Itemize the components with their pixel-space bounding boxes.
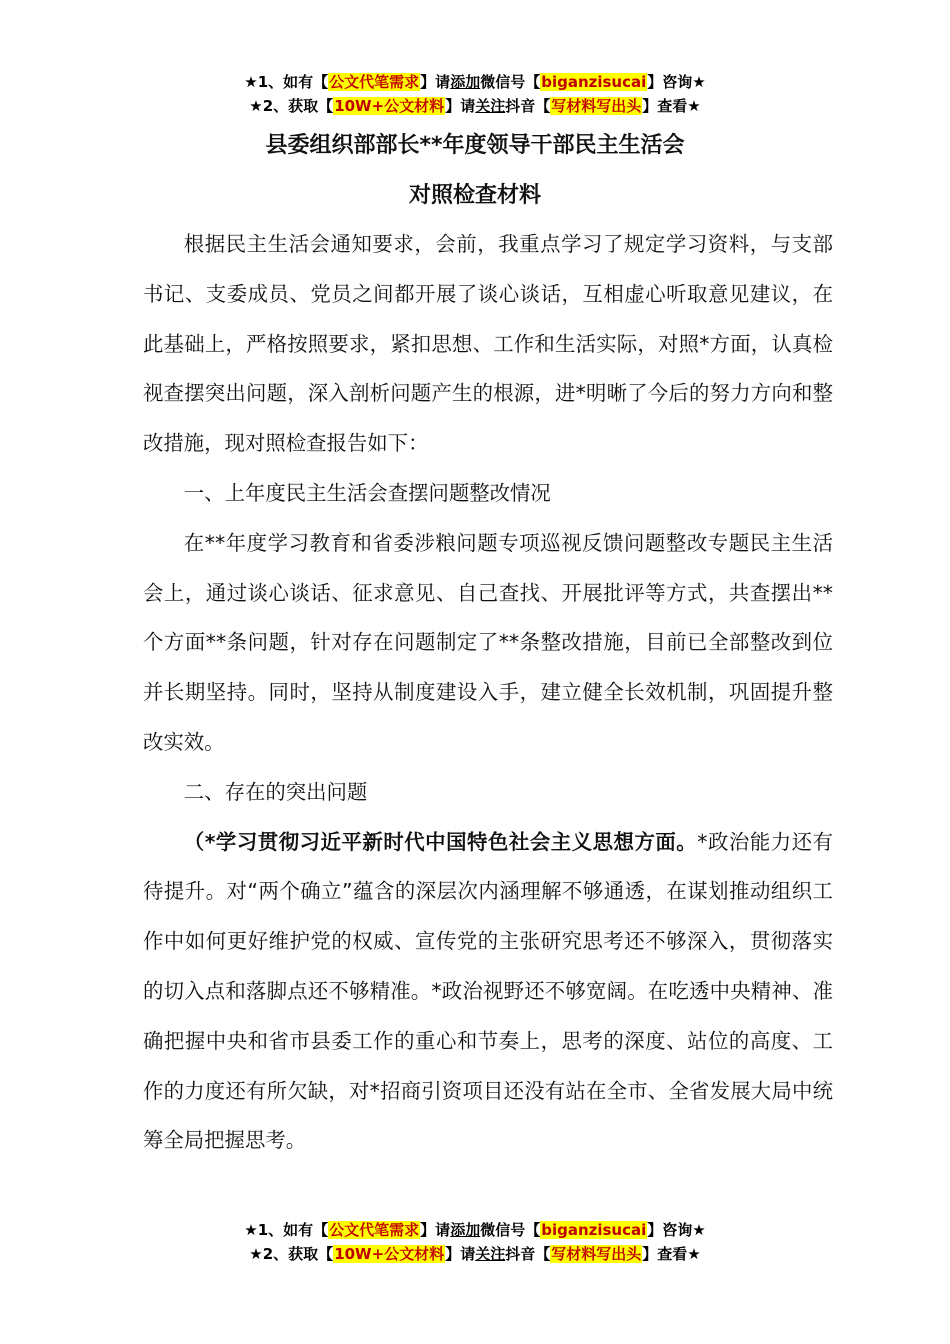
highlight-text: 10W+公文材料 <box>334 1245 445 1263</box>
highlight-text: 10W+公文材料 <box>334 97 445 115</box>
paragraph-intro: 根据民主生活会通知要求，会前，我重点学习了规定学习资料，与支部书记、支委成员、党员之间都开展了谈心谈话，互相虚心听取意见建议，在此基础上，严格按照要求，紧扣思想、工作和生活实际，对照*方面，认真检视查摆突出问题，深入剖析问题产生的根源，进*明晰了今后的努力方向和整改措施，现对照检查报告如下： <box>143 232 833 456</box>
highlight-text: 公文代笔需求 <box>329 1221 420 1239</box>
header-notice <box>0 70 950 118</box>
douyin-id: 写材料写出头 <box>551 1245 642 1263</box>
document-body <box>143 220 833 1166</box>
wechat-id: biganzisucai <box>541 73 647 91</box>
highlight-text: 公文代笔需求 <box>329 73 420 91</box>
subsection-heading: （*学习贯彻习近平新时代中国特色社会主义思想方面。 <box>183 829 698 854</box>
paragraph-rectification: 在**年度学习教育和省委涉粮问题专项巡视反馈问题整改专题民主生活会上，通过谈心谈话、征求意见、自己查找、开展批评等方式，共查摆出**个方面**条问题，针对存在问题制定了**条整改措施，目前已全部整改到位并长期坚持。同时，坚持从制度建设入手，建立健全长效机制，巩固提升整改实效。 <box>143 530 833 754</box>
section-heading-1: 一、上年度民主生活会查摆问题整改情况 <box>183 480 551 505</box>
document-subtitle: 对照检查材料 <box>408 183 541 208</box>
document-title: 县委组织部部长**年度领导干部民主生活会 <box>265 133 685 158</box>
notice-line-2: ★2、获取【10W+公文材料】请关注抖音【写材料写出头】查看★ <box>249 1245 701 1263</box>
notice-line-2: ★2、获取【10W+公文材料】请关注抖音【写材料写出头】查看★ <box>249 97 701 115</box>
wechat-id: biganzisucai <box>541 1221 647 1239</box>
douyin-id: 写材料写出头 <box>551 97 642 115</box>
paragraph-problems: （*学习贯彻习近平新时代中国特色社会主义思想方面。*政治能力还有待提升。对“两个确立”蕴含的深层次内涵理解不够通透，在谋划推动组织工作中如何更好维护党的权威、宣传党的主张研究思考还不够深入，贯彻落实的切入点和落脚点还不够精准。*政治视野还不够宽阔。在吃透中央精神、准确把握中央和省市县委工作的重心和节奏上，思考的深度、站位的高度、工作的力度还有所欠缺，对*招商引资项目还没有站在全市、全省发展大局中统筹全局把握思考。 <box>143 829 833 1153</box>
notice-line-1: ★1、如有【公文代笔需求】请添加微信号【biganzisucai】咨询★ <box>244 1221 706 1239</box>
footer-notice <box>0 1218 950 1266</box>
notice-line-1: ★1、如有【公文代笔需求】请添加微信号【biganzisucai】咨询★ <box>244 73 706 91</box>
section-heading-2: 二、存在的突出问题 <box>183 779 368 804</box>
